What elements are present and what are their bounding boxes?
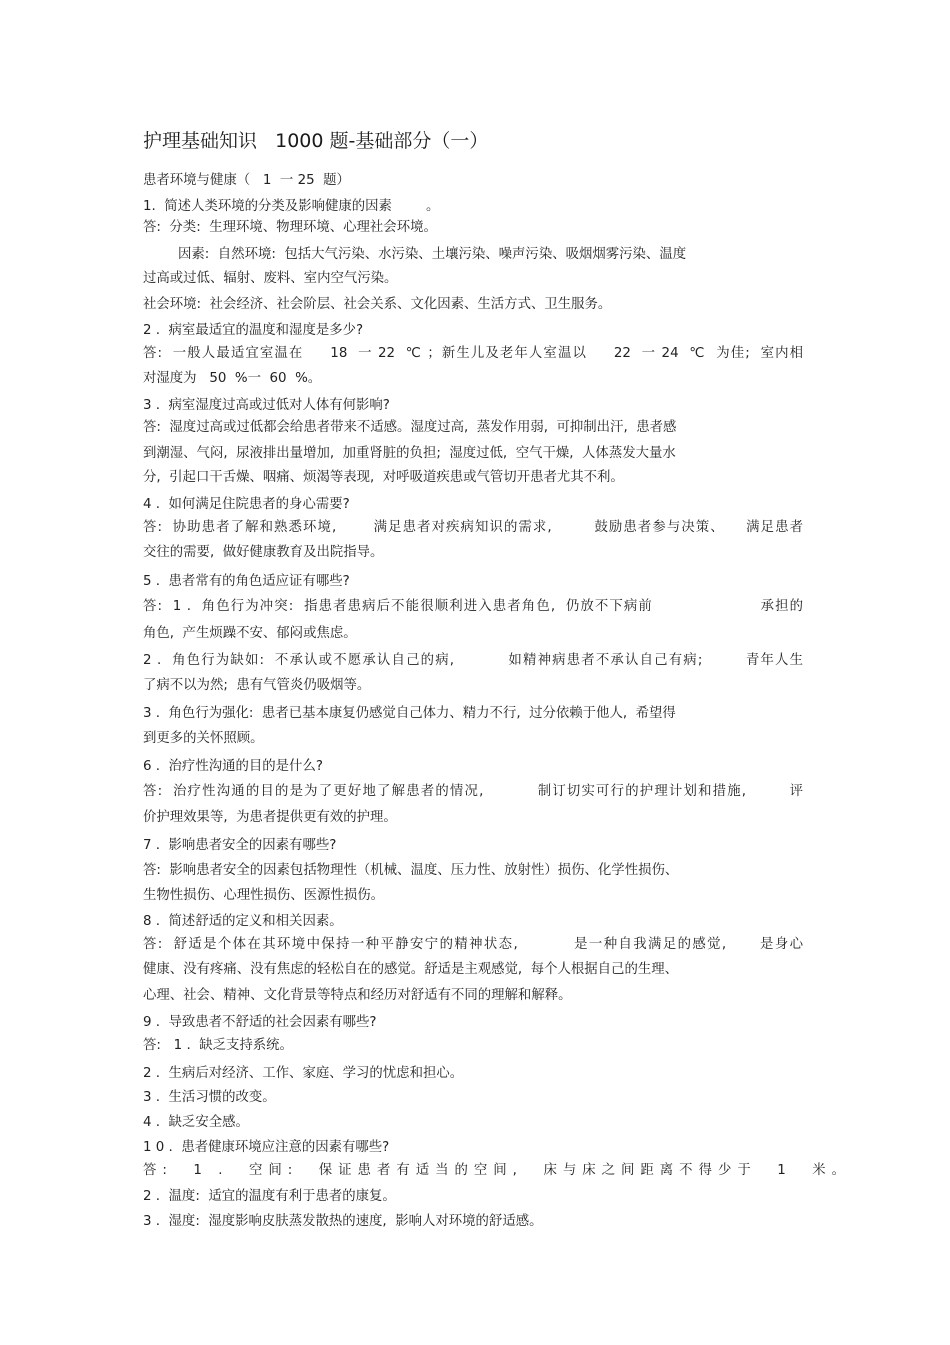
text-line: 6 . 治疗性沟通的目的是什么?	[143, 759, 323, 774]
text-line: 到潮湿、气闷, 尿液排出量增加, 加重肾脏的负担; 湿度过低, 空气干燥, 人体蒸发大量水	[143, 446, 676, 461]
text-line: 健康、没有疼痛、没有焦虑的轻松自在的感觉。舒适是主观感觉, 每个人根据自己的生理、	[143, 962, 679, 977]
text-line: 生物性损伤、心理性损伤、医源性损伤。	[143, 888, 385, 903]
text-line: 3 . 湿度: 湿度影响皮肤蒸发散热的速度, 影响人对环境的舒适感。	[143, 1214, 543, 1229]
text-line: 过高或过低、辐射、废料、室内空气污染。	[143, 271, 398, 286]
text-line: 答: 湿度过高或过低都会给患者带来不适感。湿度过高, 蒸发作用弱, 可抑制出汗, 患者感	[143, 420, 677, 435]
text-line: 答: 舒适是个体在其环境中保持一种平静安宁的精神状态, 是一种自我满足的感觉, 是身心	[143, 937, 803, 952]
text-line: 答: 协助患者了解和熟悉环境, 满足患者对疾病知识的需求, 鼓励患者参与决策、 满足患者	[143, 520, 803, 535]
text-line: 8 . 简述舒适的定义和相关因素。	[143, 914, 343, 929]
text-line: 答: 影响患者安全的因素包括物理性（机械、温度、压力性、放射性）损伤、化学性损伤、	[143, 863, 679, 878]
text-line: 9 . 导致患者不舒适的社会因素有哪些?	[143, 1015, 377, 1030]
text-line: 答: 分类: 生理环境、物理环境、心理社会环境。	[143, 220, 437, 235]
text-line: 交往的需要, 做好健康教育及出院指导。	[143, 545, 384, 560]
text-line: 到更多的关怀照顾。	[143, 731, 264, 746]
text-line: 3 . 病室湿度过高或过低对人体有何影响?	[143, 398, 390, 413]
text-line: 1. 简述人类环境的分类及影响健康的因素 。	[143, 199, 440, 214]
text-line: 答: 治疗性沟通的目的是为了更好地了解患者的情况, 制订切实可行的护理计划和措施, 评	[143, 784, 803, 799]
text-line: 2 . 温度: 适宜的温度有利于患者的康复。	[143, 1189, 396, 1204]
text-line: 对湿度为 50 %一 60 %。	[143, 371, 322, 386]
text-line: 因素: 自然环境: 包括大气污染、水污染、土壤污染、噪声污染、吸烟烟雾污染、温度	[178, 247, 687, 262]
text-line: 7 . 影响患者安全的因素有哪些?	[143, 838, 337, 853]
text-line: 3 . 生活习惯的改变。	[143, 1090, 276, 1105]
text-line: 答: 1 . 空间: 保证患者有适当的空间, 床与床之间距离不得少于 1 米。	[143, 1163, 852, 1178]
text-line: 患者环境与健康（ 1 一 25 题）	[143, 173, 350, 188]
text-line: 价护理效果等, 为患者提供更有效的护理。	[143, 810, 397, 825]
text-line: 心理、社会、精神、文化背景等特点和经历对舒适有不同的理解和解释。	[143, 988, 572, 1003]
text-line: 4 . 如何满足住院患者的身心需要?	[143, 497, 350, 512]
text-line: 2 . 病室最适宜的温度和湿度是多少?	[143, 323, 364, 338]
text-line: 5 . 患者常有的角色适应证有哪些?	[143, 574, 350, 589]
text-line: 4 . 缺乏安全感。	[143, 1115, 249, 1130]
text-line: 2 . 生病后对经济、工作、家庭、学习的忧虑和担心。	[143, 1066, 464, 1081]
text-line: 了病不以为然; 患有气管炎仍吸烟等。	[143, 678, 371, 693]
text-line: 分, 引起口干舌燥、咽痛、烦渴等表现, 对呼吸道疾患或气管切开患者尤其不利。	[143, 470, 624, 485]
text-line: 答: 1 . 缺乏支持系统。	[143, 1038, 293, 1053]
text-line: 3 . 角色行为强化: 患者已基本康复仍感觉自己体力、精力不行, 过分依赖于他人, 希望得	[143, 706, 676, 721]
text-line: 答: 1 . 角色行为冲突: 指患者患病后不能很顺利进入患者角色, 仍放不下病前 承担的	[143, 599, 803, 614]
document-title: 护理基础知识 1000 题-基础部分（一）	[143, 130, 489, 152]
text-line: 2 . 角色行为缺如: 不承认或不愿承认自己的病, 如精神病患者不承认自己有病; 青年人生	[143, 653, 803, 668]
text-line: 答: 一般人最适宜室温在 18 一 22 ℃ ；新生儿及老年人室温以 22 一 24 ℃ 为佳; 室内相	[143, 346, 803, 361]
text-line: 1 0 . 患者健康环境应注意的因素有哪些?	[143, 1140, 390, 1155]
text-line: 角色, 产生烦躁不安、郁闷或焦虑。	[143, 626, 357, 641]
text-line: 社会环境: 社会经济、社会阶层、社会关系、文化因素、生活方式、卫生服务。	[143, 297, 612, 312]
